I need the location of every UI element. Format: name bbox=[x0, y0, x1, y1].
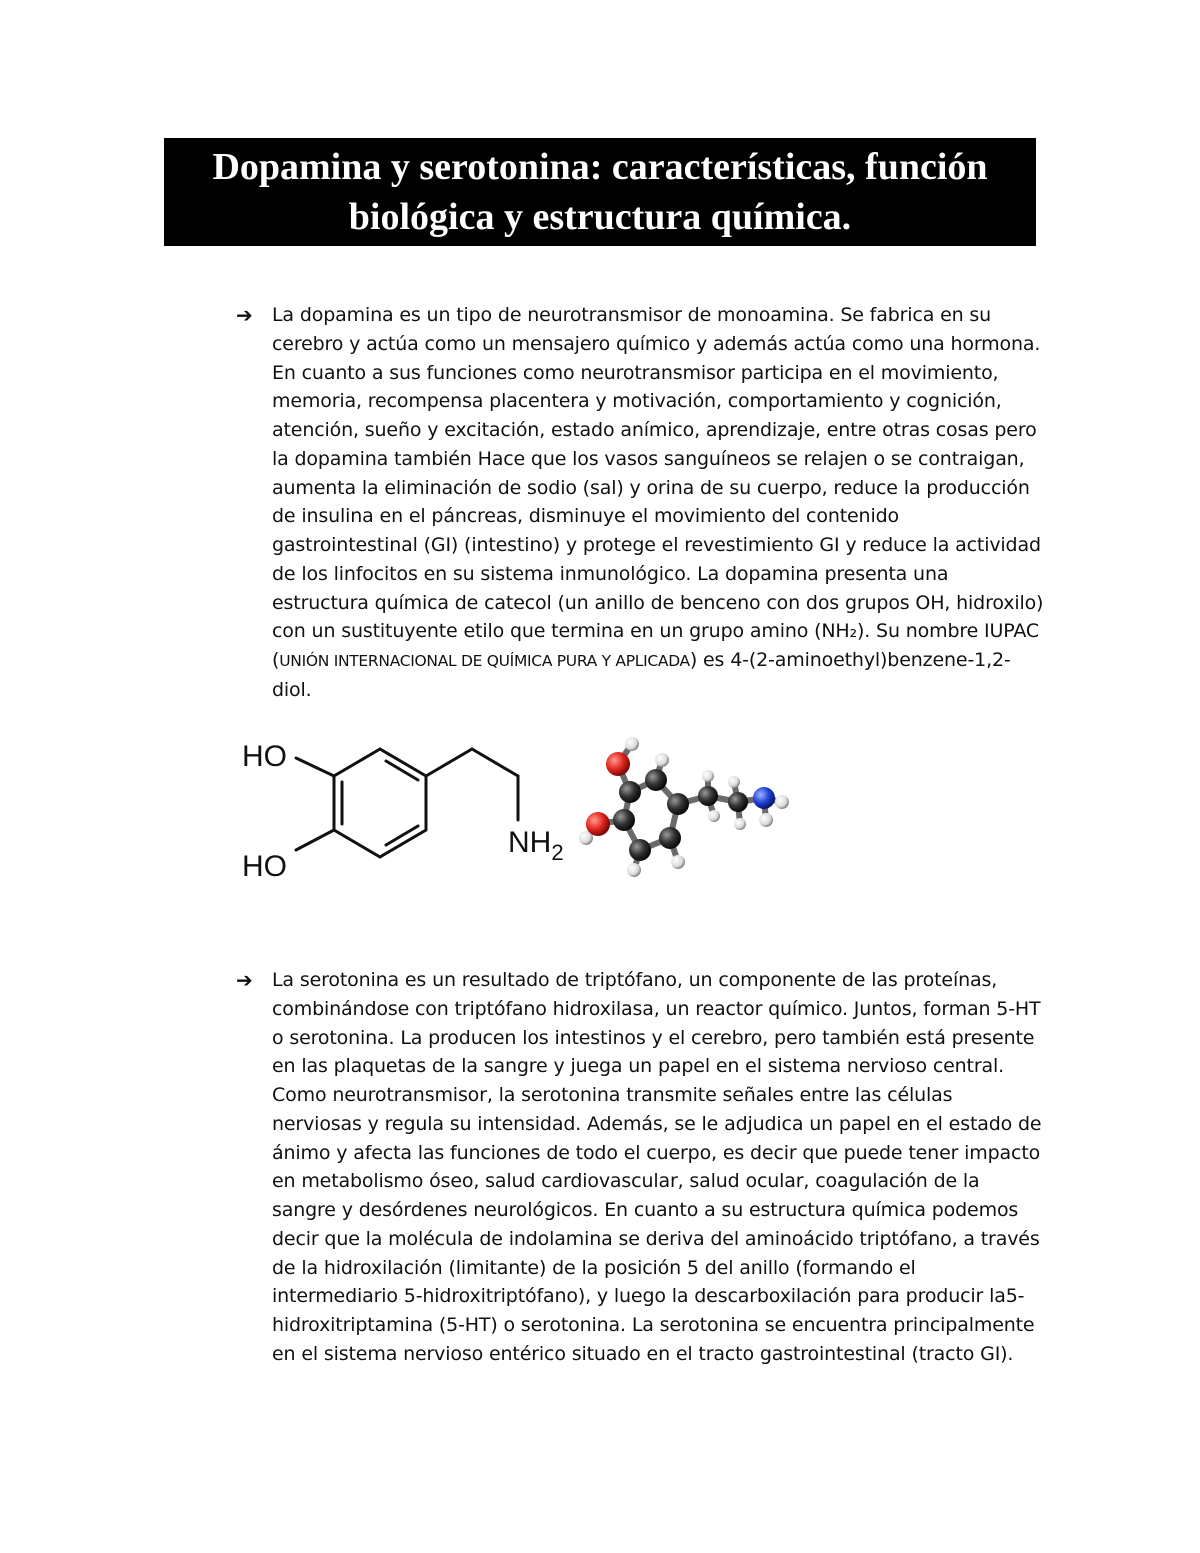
hydrogen-atom-icon bbox=[775, 795, 789, 809]
carbon-atom-icon bbox=[667, 793, 689, 815]
iupac-expansion: UNIÓN INTERNACIONAL DE QUÍMICA PURA Y APLICADA bbox=[279, 652, 690, 670]
carbon-atom-icon bbox=[619, 781, 641, 803]
carbon-atom-icon bbox=[698, 786, 718, 806]
dopamine-skeletal-formula bbox=[238, 730, 578, 890]
bullet-serotonin bbox=[236, 966, 1044, 1369]
nh2-label: $NH_2$ bbox=[508, 826, 564, 865]
carbon-atom-icon bbox=[613, 809, 635, 831]
hydrogen-atom-icon bbox=[702, 770, 714, 782]
hydrogen-atom-icon bbox=[671, 855, 685, 869]
carbon-atom-icon bbox=[645, 769, 667, 791]
arrow-bullet-icon: ➔ bbox=[236, 303, 253, 327]
nitrogen-atom-icon bbox=[753, 787, 775, 809]
title-banner bbox=[164, 138, 1036, 246]
serotonin-paragraph: La serotonina es un resultado de triptófano, un componente de las proteínas, combinándose con triptófano hidroxilasa, un reactor químico. Juntos, forman 5-HT o serotonina. La producen los intestinos y el cerebro, pero también está presente en las plaquetas de la sangre y juega un papel en el sistema nervioso central. Como neurotransmisor, la serotonina transmite señales entre las células nerviosas y regula su intensidad. Además, se le adjudica un papel en el estado de ánimo y afecta las funciones de todo el cuerpo, es decir que puede tener impacto en metabolismo óseo, salud cardiovascular, salud ocular, coagulación de la sangre y desórdenes neurológicos. En cuanto a su estructura química podemos decir que la molécula de indolamina se deriva del aminoácido triptófano, a través de la hidroxilación (limitante) de la posición 5 del anillo (formando el intermediario 5-hidroxitriptófano), y luego la descarboxilación para producir la5-hidroxitriptamina (5-HT) o serotonina. La serotonina se encuentra principalmente en el sistema nervioso entérico situado en el tracto gastrointestinal (tracto GI). bbox=[272, 969, 1042, 1365]
hydrogen-atom-icon bbox=[625, 737, 639, 751]
hydrogen-atom-icon bbox=[728, 776, 740, 788]
carbon-atom-icon bbox=[659, 827, 681, 849]
dopamine-text-end: ) es 4-(2-aminoethyl)benzene-1,2-diol. bbox=[272, 649, 1011, 701]
dopamine-text: La dopamina es un tipo de neurotransmisor de monoamina. Se fabrica en su cerebro y actúa como un mensajero químico y además actúa como una hormona. En cuanto a sus funciones como neurotransmisor participa en el movimiento, memoria, recompensa placentera y motivación, comportamiento y cognición, atención, sueño y excitación, estado anímico, aprendizaje, entre otras cosas pero la dopamina también Hace que los vasos sanguíneos se relajen o se contraigan, aumenta la eliminación de sodio (sal) y orina de su cuerpo, reduce la producción de insulina en el páncreas, disminuye el movimiento del contenido gastrointestinal (GI) (intestino) y protege el revestimiento GI y reduce la actividad de los linfocitos en su sistema inmunológico. La dopamina presenta una estructura química de catecol (un anillo de benceno con dos grupos OH, hidroxilo) con un sustituyente etilo que termina en un grupo amino (NH₂). Su nombre IUPAC ( bbox=[272, 304, 1044, 671]
atoms bbox=[579, 737, 789, 877]
oxygen-atom-icon bbox=[586, 812, 610, 836]
hydrogen-atom-icon bbox=[655, 753, 669, 767]
carbon-atom-icon bbox=[728, 792, 748, 812]
dopamine-ball-stick-model bbox=[578, 732, 798, 882]
skeletal-bonds bbox=[296, 749, 518, 857]
hydrogen-atom-icon bbox=[708, 810, 720, 822]
dopamine-paragraph bbox=[272, 301, 1044, 705]
page-title bbox=[202, 142, 997, 242]
hydrogen-atom-icon bbox=[734, 818, 746, 830]
title-line-1: Dopamina y serotonina: características, función bbox=[212, 146, 988, 188]
ho-top-label: HO bbox=[242, 740, 287, 773]
hydrogen-atom-icon bbox=[759, 813, 773, 827]
hydrogen-atom-icon bbox=[627, 863, 641, 877]
title-line-2: biológica y estructura química. bbox=[348, 196, 852, 238]
arrow-bullet-icon: ➔ bbox=[236, 968, 253, 992]
carbon-atom-icon bbox=[629, 839, 651, 861]
bullet-dopamine bbox=[236, 301, 1044, 705]
ho-bottom-label: HO bbox=[242, 850, 287, 883]
oxygen-atom-icon bbox=[606, 752, 630, 776]
